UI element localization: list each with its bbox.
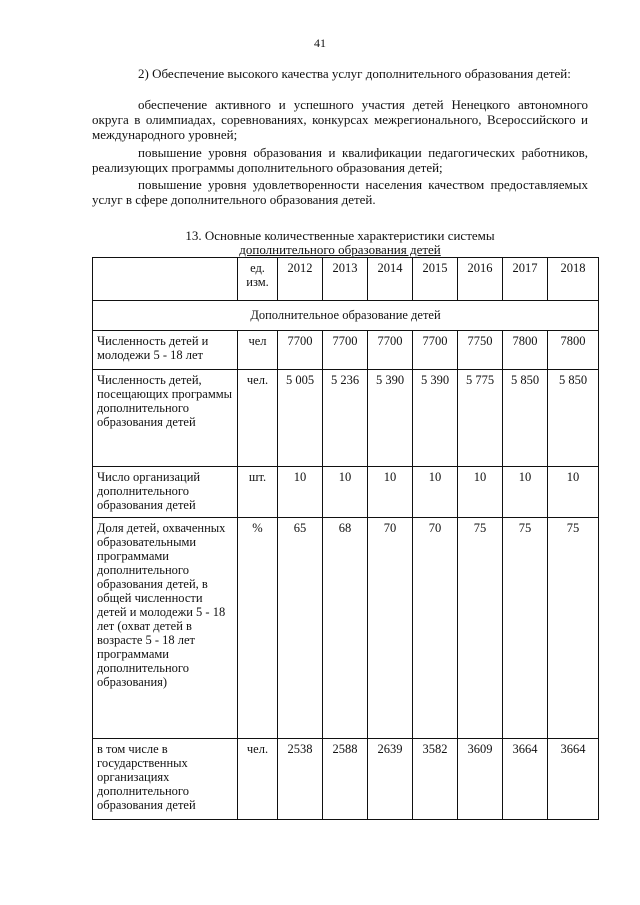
row-label: Доля детей, охваченных образовательными программами дополнительного образования детей, в общей численности детей и молодежи 5 - 18 лет (охват детей в возрасте 5 - 18 лет программами дополнительного образования) bbox=[93, 518, 238, 739]
table-title bbox=[150, 229, 530, 257]
row-value: 7750 bbox=[458, 331, 503, 370]
row-value: 3582 bbox=[413, 739, 458, 820]
row-unit: шт. bbox=[238, 467, 278, 518]
row-value: 7700 bbox=[368, 331, 413, 370]
row-value: 2588 bbox=[323, 739, 368, 820]
paragraph-item-satisfaction: повышение уровня удовлетворенности населения качеством предоставляемых услуг в сфере дополнительного образования детей. bbox=[92, 177, 588, 207]
row-value: 5 775 bbox=[458, 370, 503, 467]
row-value: 5 236 bbox=[323, 370, 368, 467]
row-value: 3664 bbox=[503, 739, 548, 820]
header-year: 2017 bbox=[503, 258, 548, 301]
header-year: 2012 bbox=[278, 258, 323, 301]
paragraph-item-qualification: повышение уровня образования и квалификации педагогических работников, реализующих программы дополнительного образования детей; bbox=[92, 145, 588, 175]
table-title-line2: дополнительного образования детей bbox=[239, 242, 441, 257]
row-value: 70 bbox=[413, 518, 458, 739]
header-indicator-cell bbox=[93, 258, 238, 301]
row-value: 68 bbox=[323, 518, 368, 739]
header-year: 2015 bbox=[413, 258, 458, 301]
header-year: 2014 bbox=[368, 258, 413, 301]
table-title-line1: 13. Основные количественные характеристики системы bbox=[185, 228, 495, 243]
table-row bbox=[93, 331, 599, 370]
row-value: 3609 bbox=[458, 739, 503, 820]
row-value: 10 bbox=[413, 467, 458, 518]
paragraph-item-participation: обеспечение активного и успешного участия детей Ненецкого автономного округа в олимпиадах, соревнованиях, конкурсах межрегионального, Всероссийского и международного уровней; bbox=[92, 97, 588, 142]
table-row bbox=[93, 518, 599, 739]
row-value: 10 bbox=[503, 467, 548, 518]
paragraph-goal: 2) Обеспечение высокого качества услуг дополнительного образования детей: bbox=[138, 66, 571, 81]
row-unit: чел. bbox=[238, 739, 278, 820]
header-unit: ед. изм. bbox=[238, 258, 278, 301]
header-year: 2013 bbox=[323, 258, 368, 301]
row-label: Число организаций дополнительного образования детей bbox=[93, 467, 238, 518]
row-value: 10 bbox=[368, 467, 413, 518]
row-value: 7700 bbox=[413, 331, 458, 370]
section-title: Дополнительное образование детей bbox=[93, 301, 599, 331]
row-value: 7700 bbox=[323, 331, 368, 370]
row-value: 75 bbox=[548, 518, 599, 739]
header-year: 2018 bbox=[548, 258, 599, 301]
row-value: 10 bbox=[278, 467, 323, 518]
section-row bbox=[93, 301, 599, 331]
row-value: 2639 bbox=[368, 739, 413, 820]
row-value: 5 850 bbox=[503, 370, 548, 467]
row-value: 7800 bbox=[503, 331, 548, 370]
table-row bbox=[93, 739, 599, 820]
row-label: в том числе в государственных организациях дополнительного образования детей bbox=[93, 739, 238, 820]
row-value: 10 bbox=[548, 467, 599, 518]
row-label: Численность детей, посещающих программы дополнительного образования детей bbox=[93, 370, 238, 467]
row-value: 5 005 bbox=[278, 370, 323, 467]
row-value: 7700 bbox=[278, 331, 323, 370]
row-value: 5 390 bbox=[413, 370, 458, 467]
row-value: 7800 bbox=[548, 331, 599, 370]
row-value: 70 bbox=[368, 518, 413, 739]
statistics-table bbox=[92, 257, 599, 820]
row-value: 10 bbox=[323, 467, 368, 518]
row-unit: % bbox=[238, 518, 278, 739]
page-number: 41 bbox=[314, 36, 326, 50]
row-value: 3664 bbox=[548, 739, 599, 820]
row-unit: чел. bbox=[238, 370, 278, 467]
table-row bbox=[93, 467, 599, 518]
header-year: 2016 bbox=[458, 258, 503, 301]
row-value: 5 850 bbox=[548, 370, 599, 467]
row-value: 75 bbox=[458, 518, 503, 739]
row-value: 2538 bbox=[278, 739, 323, 820]
row-unit: чел bbox=[238, 331, 278, 370]
row-label: Численность детей и молодежи 5 - 18 лет bbox=[93, 331, 238, 370]
row-value: 10 bbox=[458, 467, 503, 518]
row-value: 65 bbox=[278, 518, 323, 739]
row-value: 5 390 bbox=[368, 370, 413, 467]
table-header-row bbox=[93, 258, 599, 301]
row-value: 75 bbox=[503, 518, 548, 739]
table-row bbox=[93, 370, 599, 467]
